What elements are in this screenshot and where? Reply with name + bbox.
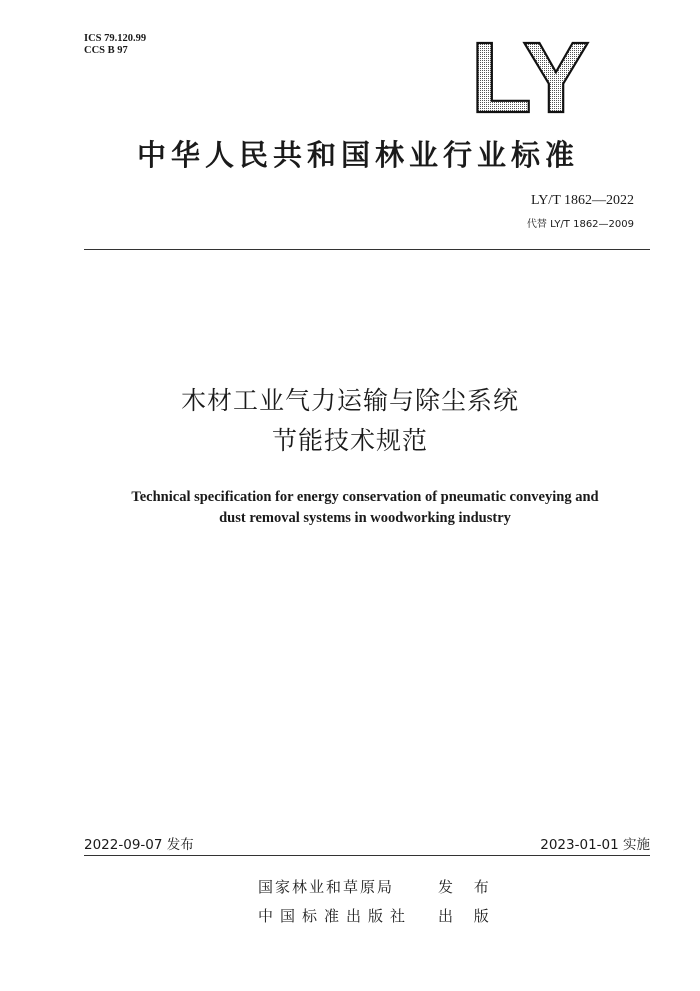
main-title: 中华人民共和国林业行业标准 <box>136 138 579 172</box>
publisher-action: 出 版 <box>438 907 497 925</box>
replaces-standard: 代替 LY/T 1862—2009 <box>526 219 634 230</box>
title-chinese <box>0 381 700 461</box>
top-divider <box>84 249 650 250</box>
title-english <box>90 487 640 529</box>
title-english-line2: dust removal systems in woodworking industry <box>219 510 511 526</box>
ics-code: ICS 79.120.99 <box>84 33 147 44</box>
issue-date: 2022-09-07 发布 <box>84 837 194 853</box>
title-chinese-line1: 木材工业气力运输与除尘系统 <box>180 386 519 415</box>
title-english-line1: Technical specification for energy conservation of pneumatic conveying and <box>131 489 599 505</box>
publisher-action: 发 布 <box>438 878 497 896</box>
bottom-divider <box>84 855 650 856</box>
ly-logo <box>470 20 590 120</box>
title-chinese-line2: 节能技术规范 <box>271 426 428 455</box>
implementation-date: 2023-01-01 实施 <box>540 837 650 853</box>
standard-number: LY/T 1862—2022 <box>531 193 634 208</box>
publisher-org: 国家林业和草原局 <box>258 878 395 896</box>
publisher-org: 中国标准出版社 <box>258 907 413 925</box>
logo-text: LY <box>470 22 590 120</box>
ccs-code: CCS B 97 <box>84 45 128 56</box>
classification-codes <box>84 33 146 57</box>
